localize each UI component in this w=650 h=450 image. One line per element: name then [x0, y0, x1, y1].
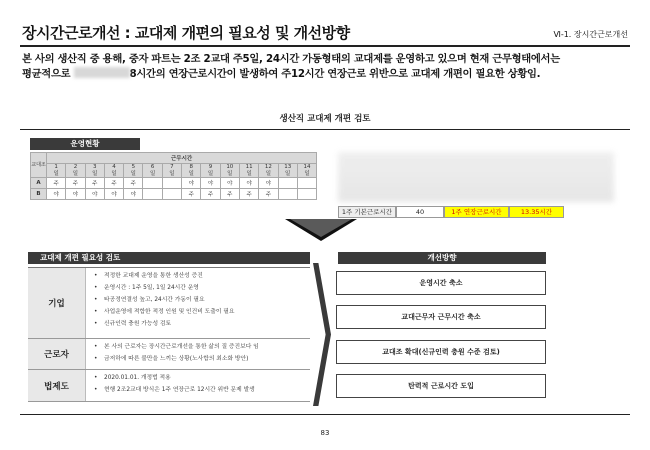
day-number: 8 [189, 164, 193, 170]
day-unit: 일 [285, 170, 291, 177]
day-unit: 일 [188, 170, 194, 177]
intro-paragraph [22, 52, 632, 82]
day-unit: 일 [149, 170, 156, 177]
review-table [28, 267, 310, 402]
shift-cell: 야 [201, 178, 220, 189]
diagram-title: 생산직 교대제 개편 검토 [279, 114, 371, 124]
review-row-law [28, 370, 310, 402]
day-unit: 일 [130, 170, 136, 177]
review-header: 교대제 개편 필요성 검토 [28, 252, 310, 264]
page-title: 장시간근로개선 : 교대제 개편의 필요성 및 개선방향 [22, 24, 350, 42]
intro-line-1: 본 사의 생산직 중 용해, 중자 파트는 2조 2교대 주5일, 24시간 가동형태의 교대제를 운영하고 있으며 현재 근무형태에서는 [22, 53, 560, 65]
day-header [124, 164, 143, 178]
day-header [85, 164, 104, 178]
shift-cell: 주 [47, 178, 66, 189]
day-header [220, 164, 239, 178]
corner-label: 교대조 [31, 162, 46, 168]
day-unit: 일 [169, 170, 175, 177]
title-divider [20, 45, 630, 47]
status-header: 운영현황 [30, 138, 140, 150]
day-unit: 일 [207, 170, 214, 177]
shift-cell: 야 [239, 178, 258, 189]
day-number: 9 [208, 164, 213, 170]
review-item: • 2020.01.01. 개정법 적용 [94, 372, 304, 384]
work-time-header: 근무시간 [47, 153, 317, 164]
review-item: • 금저하에 따른 불만을 느끼는 상황(노사합의 최소화 방안) [94, 353, 304, 365]
review-category: 기업 [28, 268, 86, 338]
day-unit: 일 [265, 170, 272, 177]
shift-cell [278, 178, 297, 189]
day-unit: 일 [92, 170, 98, 177]
day-header [162, 164, 181, 178]
shift-cell: 주 [85, 178, 104, 189]
shift-cell: 주 [66, 178, 85, 189]
day-header [182, 164, 201, 178]
diagram-divider [20, 129, 630, 130]
shift-cell: 야 [124, 189, 143, 200]
day-unit: 일 [111, 170, 117, 177]
shift-cell: 주 [124, 178, 143, 189]
shift-group-header [31, 153, 47, 178]
day-header [297, 164, 316, 178]
day-number: 1 [54, 164, 58, 170]
review-item: • 신규인력 충원 가능성 검토 [94, 318, 304, 330]
day-header [47, 164, 66, 178]
day-number: 4 [112, 164, 116, 170]
direction-item: 탄력적 근로시간 도입 [336, 374, 546, 398]
review-item: • 현행 2조2교대 방식은 1주 연장근로 12시간 위반 문제 발생 [94, 384, 304, 396]
day-unit: 일 [227, 170, 233, 177]
day-number: 5 [131, 164, 136, 170]
intro-line-2-prefix: 평균적으로 [22, 68, 71, 80]
shift-cell [162, 189, 181, 200]
day-number: 2 [73, 164, 78, 170]
day-number: 3 [92, 164, 97, 170]
direction-header: 개선방향 [338, 252, 546, 264]
hours-summary [338, 206, 564, 218]
day-header [143, 164, 162, 178]
day-unit: 일 [304, 170, 310, 177]
down-arrow-inner [290, 219, 352, 237]
day-number: 6 [150, 164, 155, 170]
overtime-label: 1주 연장근로시간 [444, 206, 509, 218]
shift-cell: 주 [220, 189, 239, 200]
weekly-hours-label: 1주 기본근로시간 [338, 206, 396, 218]
day-header [278, 164, 297, 178]
review-row-company [28, 268, 310, 339]
shift-cell: 주 [259, 189, 278, 200]
day-number: 12 [264, 164, 272, 170]
days-row [31, 164, 317, 178]
redacted-value [74, 67, 130, 78]
shift-cell: 주 [201, 189, 220, 200]
shift-row [31, 189, 317, 200]
shift-cell [297, 189, 316, 200]
shift-cell: 야 [66, 189, 85, 200]
shift-label: B [31, 189, 47, 200]
day-number: 11 [245, 164, 253, 170]
shift-cell: 야 [259, 178, 278, 189]
review-items [86, 268, 310, 338]
day-header [66, 164, 85, 178]
day-number: 13 [284, 164, 292, 170]
shift-cell: 주 [182, 189, 201, 200]
review-item: • 운영시간 : 1주 5일, 1일 24시간 운영 [94, 282, 304, 294]
review-category: 법제도 [28, 370, 86, 401]
review-item: • 적정한 교대제 운영을 통한 생산성 증진 [94, 270, 304, 282]
day-number: 7 [170, 164, 174, 170]
day-header [201, 164, 220, 178]
day-number: 14 [303, 164, 311, 170]
shift-cell [143, 189, 162, 200]
shift-schedule-table [30, 152, 317, 200]
review-item: • 사업운영에 적합한 적정 인원 및 인건비 도출이 필요 [94, 306, 304, 318]
shift-cell: 야 [47, 189, 66, 200]
shift-cell: 야 [85, 189, 104, 200]
review-item: • 본 사의 근로자는 장시간근로개선을 통한 삶의 질 증진보다 임 [94, 341, 304, 353]
review-items [86, 370, 310, 401]
day-unit: 일 [246, 170, 252, 177]
chevron-right-icon [313, 263, 331, 406]
day-unit: 일 [53, 170, 59, 177]
shift-label: A [31, 178, 47, 189]
shift-cell [278, 189, 297, 200]
day-unit: 일 [72, 170, 79, 177]
section-tag: Ⅵ-1. 장시간근로개선 [553, 30, 628, 39]
shift-cell: 야 [104, 189, 123, 200]
review-category: 근로자 [28, 339, 86, 369]
review-row-worker [28, 339, 310, 370]
shift-cell: 주 [239, 189, 258, 200]
direction-item: 교대근무자 근무시간 축소 [336, 305, 546, 329]
day-header [259, 164, 278, 178]
day-header [239, 164, 258, 178]
blurred-content [338, 152, 614, 202]
review-item: • 타공정연결성 높고, 24시간 가동이 필요 [94, 294, 304, 306]
direction-item: 교대조 확대(신규인력 충원 수준 검토) [336, 340, 546, 364]
shift-cell [162, 178, 181, 189]
day-header [104, 164, 123, 178]
shift-cell [297, 178, 316, 189]
shift-cell: 주 [104, 178, 123, 189]
shift-cell: 야 [182, 178, 201, 189]
shift-cell [143, 178, 162, 189]
footer-divider [20, 414, 630, 415]
day-number: 10 [226, 164, 234, 170]
overtime-value: 13.35시간 [509, 206, 564, 218]
direction-item: 운영시간 축소 [336, 271, 546, 295]
shift-row [31, 178, 317, 189]
weekly-hours-value: 40 [396, 206, 444, 218]
review-items [86, 339, 310, 369]
shift-cell: 야 [220, 178, 239, 189]
page-number: 83 [320, 429, 330, 437]
intro-line-2-suffix: 8시간의 연장근로시간이 발생하여 주12시간 연장근로 위반으로 교대제 개편이 필요한 상황임. [129, 68, 541, 80]
